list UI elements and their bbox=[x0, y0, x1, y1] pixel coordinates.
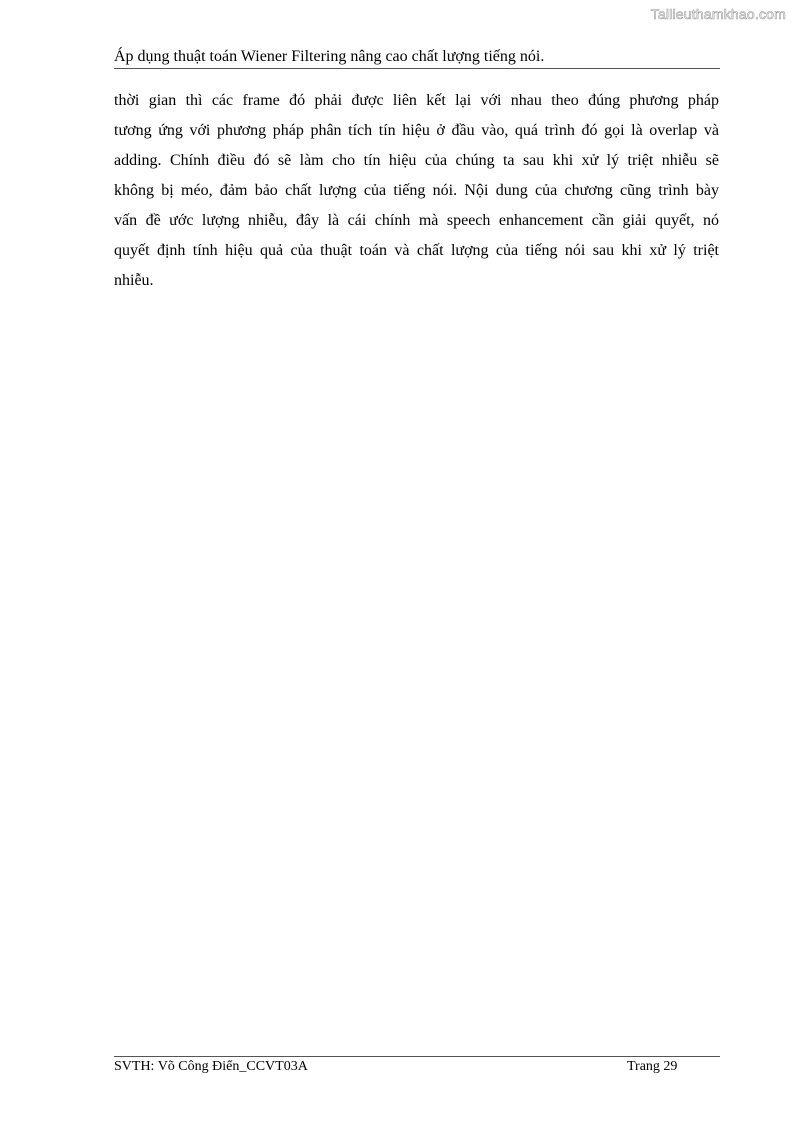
paragraph-line: vấn đề ước lượng nhiễu, đây là cái chính mà speech enhancement cần giải quyết, nó bbox=[114, 212, 719, 229]
body-paragraph bbox=[114, 86, 719, 296]
watermark-text: Tailieuthamkhao.com bbox=[650, 6, 786, 22]
page-header-title: Áp dụng thuật toán Wiener Filtering nâng cao chất lượng tiếng nói. bbox=[114, 48, 545, 65]
paragraph-line: quyết định tính hiệu quả của thuật toán và chất lượng của tiếng nói sau khi xử lý triệt bbox=[114, 242, 719, 259]
footer-divider bbox=[114, 1056, 720, 1057]
footer-author: SVTH: Võ Công Điển_CCVT03A bbox=[114, 1059, 308, 1074]
paragraph-line: thời gian thì các frame đó phải được liên kết lại với nhau theo đúng phương pháp bbox=[114, 92, 719, 109]
paragraph-line: không bị méo, đảm bảo chất lượng của tiếng nói. Nội dung của chương cũng trình bày bbox=[114, 182, 719, 199]
header-divider bbox=[114, 68, 720, 69]
paragraph-line: adding. Chính điều đó sẽ làm cho tín hiệu của chúng ta sau khi xử lý triệt nhiễu sẽ bbox=[114, 152, 719, 169]
paragraph-line: nhiễu. bbox=[114, 272, 154, 289]
footer-page-number: Trang 29 bbox=[627, 1059, 678, 1074]
paragraph-line: tương ứng với phương pháp phân tích tín hiệu ở đầu vào, quá trình đó gọi là overlap và bbox=[114, 122, 719, 139]
